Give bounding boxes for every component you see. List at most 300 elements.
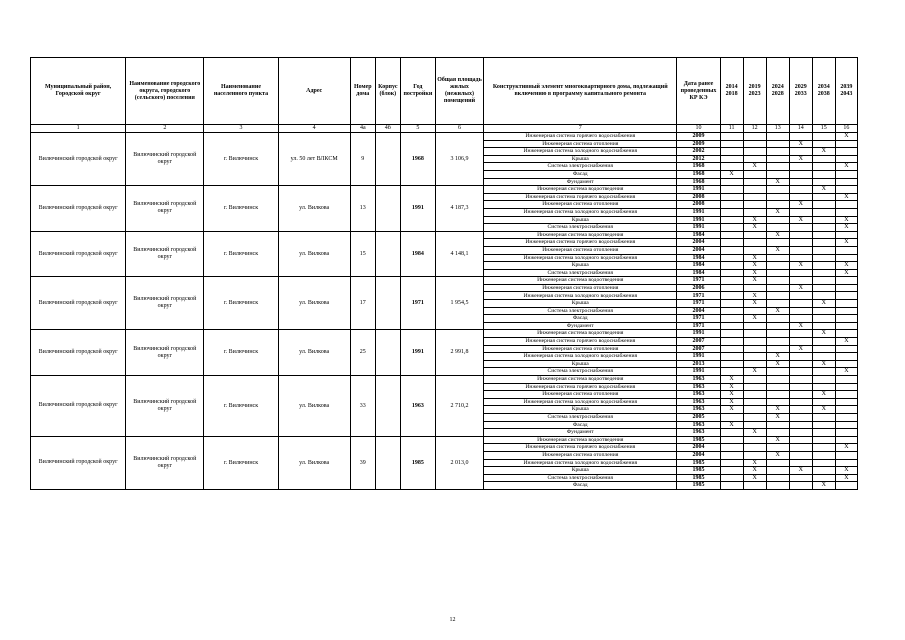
prev-repair-date-cell: 1968 [677,163,720,171]
period-mark-cell [720,413,743,421]
district-cell: Вилючинский городской округ [31,231,126,277]
period-mark-cell [766,170,789,178]
period-mark-cell [789,163,812,171]
prev-repair-date-cell: 2005 [677,413,720,421]
house-number-cell: 17 [350,277,375,330]
col-number: 12 [743,125,766,133]
period-mark-cell [789,353,812,361]
table-body [31,133,858,490]
header-area: Общая площадь жилых (нежилых) помещений [435,58,483,125]
period-mark-cell [812,239,835,247]
period-mark-cell [835,421,857,429]
period-mark-cell [812,307,835,315]
period-mark-cell: X [766,208,789,216]
period-mark-cell: X [743,277,766,285]
period-mark-cell [743,148,766,156]
header-locality: Наименование населенного пункта [204,58,278,125]
period-mark-cell [789,360,812,368]
period-mark-cell: X [743,269,766,277]
prev-repair-date-cell: 1963 [677,398,720,406]
period-mark-cell: X [789,262,812,270]
period-mark-cell [789,413,812,421]
prev-repair-date-cell: 1971 [677,322,720,330]
period-mark-cell [720,345,743,353]
period-mark-cell [812,201,835,209]
page-number: 12 [449,617,456,623]
period-mark-cell [789,482,812,490]
period-mark-cell [743,208,766,216]
prev-repair-date-cell: 2004 [677,246,720,254]
table-row [31,330,858,338]
prev-repair-date-cell: 2013 [677,360,720,368]
period-mark-cell [835,208,857,216]
area-cell: 2 991,8 [435,330,483,376]
element-name-cell: Инженерная система холодного водоснабжения [484,254,677,262]
area-cell: 3 106,9 [435,133,483,186]
locality-cell: г. Вилючинск [204,186,278,232]
header-period-2024: 2024 2028 [766,58,789,125]
element-name-cell: Крыша [484,262,677,270]
house-number-cell: 39 [350,436,375,489]
period-mark-cell [720,315,743,323]
prev-repair-date-cell: 1971 [677,315,720,323]
element-name-cell: Инженерная система водоотведения [484,231,677,239]
period-mark-cell [766,292,789,300]
period-mark-cell [766,284,789,292]
prev-repair-date-cell: 1963 [677,376,720,384]
period-mark-cell [720,155,743,163]
period-mark-cell [720,474,743,482]
element-name-cell: Инженерная система отопления [484,391,677,399]
year-cell: 1991 [400,186,435,232]
corpus-cell [375,186,400,232]
year-cell: 1963 [400,376,435,437]
period-mark-cell: X [743,474,766,482]
header-element: Конструктивный элемент многоквартирного дома, подлежащий включению в программу капитального ремонта [484,58,677,125]
period-mark-cell [720,231,743,239]
period-mark-cell [835,292,857,300]
settlement-cell: Вилючинский городской округ [126,436,204,489]
col-number: 4б [375,125,400,133]
col-number: 13 [766,125,789,133]
period-mark-cell [720,307,743,315]
period-mark-cell [720,300,743,308]
prev-repair-date-cell: 1971 [677,277,720,285]
period-mark-cell [812,246,835,254]
prev-repair-date-cell: 2004 [677,239,720,247]
corpus-cell [375,133,400,186]
period-mark-cell [835,353,857,361]
period-mark-cell [789,239,812,247]
element-name-cell: Инженерная система водоотведения [484,186,677,194]
period-mark-cell [720,133,743,141]
period-mark-cell: X [812,300,835,308]
period-mark-cell [812,133,835,141]
period-mark-cell [789,224,812,232]
period-mark-cell [812,163,835,171]
period-mark-cell [812,451,835,459]
period-mark-cell: X [789,345,812,353]
period-mark-cell [789,231,812,239]
prev-repair-date-cell: 1991 [677,330,720,338]
period-mark-cell [812,315,835,323]
street-cell: ул. Вилкова [278,330,350,376]
period-mark-cell [789,398,812,406]
period-mark-cell [789,368,812,376]
element-name-cell: Крыша [484,406,677,414]
prev-repair-date-cell: 1991 [677,224,720,232]
prev-repair-date-cell: 1971 [677,292,720,300]
col-number: 4 [278,125,350,133]
period-mark-cell: X [720,421,743,429]
element-name-cell: Фундамент [484,322,677,330]
period-mark-cell [766,163,789,171]
period-mark-cell [789,376,812,384]
period-mark-cell [743,178,766,186]
element-name-cell: Крыша [484,300,677,308]
district-cell: Вилючинский городской округ [31,330,126,376]
prev-repair-date-cell: 1984 [677,254,720,262]
period-mark-cell [789,459,812,467]
prev-repair-date-cell: 1963 [677,391,720,399]
period-mark-cell [812,254,835,262]
period-mark-cell [789,254,812,262]
period-mark-cell [766,444,789,452]
period-mark-cell: X [743,262,766,270]
period-mark-cell [789,277,812,285]
period-mark-cell [720,429,743,437]
period-mark-cell [766,376,789,384]
period-mark-cell [835,246,857,254]
period-mark-cell: X [812,186,835,194]
period-mark-cell [835,155,857,163]
period-mark-cell: X [835,239,857,247]
period-mark-cell: X [835,193,857,201]
period-mark-cell [835,322,857,330]
period-mark-cell: X [789,216,812,224]
prev-repair-date-cell: 1963 [677,421,720,429]
period-mark-cell [720,216,743,224]
header-house-number: Номер дома [350,58,375,125]
period-mark-cell: X [720,391,743,399]
period-mark-cell [720,284,743,292]
period-mark-cell [835,345,857,353]
period-mark-cell [720,436,743,444]
period-mark-cell [720,444,743,452]
period-mark-cell [835,406,857,414]
period-mark-cell [766,330,789,338]
settlement-cell: Вилючинский городской округ [126,133,204,186]
locality-cell: г. Вилючинск [204,133,278,186]
period-mark-cell [720,193,743,201]
element-name-cell: Инженерная система горячего водоснабжения [484,193,677,201]
period-mark-cell: X [812,360,835,368]
locality-cell: г. Вилючинск [204,436,278,489]
period-mark-cell [720,178,743,186]
header-period-2019: 2019 2023 [743,58,766,125]
prev-repair-date-cell: 2004 [677,307,720,315]
period-mark-cell: X [766,353,789,361]
prev-repair-date-cell: 1991 [677,368,720,376]
column-number-row [31,125,858,133]
period-mark-cell: X [720,398,743,406]
header-row [31,58,858,125]
period-mark-cell [789,148,812,156]
period-mark-cell [766,383,789,391]
period-mark-cell: X [743,368,766,376]
period-mark-cell [720,353,743,361]
street-cell: ул. 50 лет ВЛКСМ [278,133,350,186]
period-mark-cell [720,322,743,330]
area-cell: 2 710,2 [435,376,483,437]
period-mark-cell [743,436,766,444]
period-mark-cell [835,360,857,368]
period-mark-cell [743,451,766,459]
document-page [30,57,858,490]
element-name-cell: Крыша [484,216,677,224]
period-mark-cell [835,277,857,285]
period-mark-cell [812,208,835,216]
period-mark-cell [766,216,789,224]
period-mark-cell [720,163,743,171]
district-cell: Вилючинский городской округ [31,376,126,437]
period-mark-cell [766,277,789,285]
prev-repair-date-cell: 1963 [677,406,720,414]
period-mark-cell [812,193,835,201]
prev-repair-date-cell: 1968 [677,178,720,186]
period-mark-cell [835,170,857,178]
period-mark-cell [835,482,857,490]
street-cell: ул. Вилкова [278,436,350,489]
period-mark-cell: X [743,292,766,300]
period-mark-cell [789,444,812,452]
element-name-cell: Система электроснабжения [484,224,677,232]
period-mark-cell [789,300,812,308]
period-mark-cell [789,186,812,194]
period-mark-cell: X [743,216,766,224]
element-name-cell: Инженерная система отопления [484,451,677,459]
period-mark-cell [812,224,835,232]
period-mark-cell [720,482,743,490]
period-mark-cell [789,307,812,315]
period-mark-cell [766,391,789,399]
period-mark-cell: X [766,436,789,444]
period-mark-cell [720,148,743,156]
period-mark-cell: X [835,133,857,141]
period-mark-cell: X [789,322,812,330]
prev-repair-date-cell: 1985 [677,474,720,482]
element-name-cell: Инженерная система горячего водоснабжения [484,338,677,346]
period-mark-cell [720,140,743,148]
element-name-cell: Инженерная система холодного водоснабжения [484,148,677,156]
house-number-cell: 13 [350,186,375,232]
period-mark-cell [789,133,812,141]
period-mark-cell [789,246,812,254]
period-mark-cell [812,338,835,346]
element-name-cell: Система электроснабжения [484,269,677,277]
period-mark-cell: X [720,170,743,178]
period-mark-cell [766,467,789,475]
period-mark-cell [812,436,835,444]
table-row [31,231,858,239]
period-mark-cell [812,155,835,163]
table-row [31,436,858,444]
year-cell: 1971 [400,277,435,330]
element-name-cell: Инженерная система отопления [484,140,677,148]
col-number: 5 [400,125,435,133]
period-mark-cell [766,148,789,156]
element-name-cell: Инженерная система холодного водоснабжения [484,208,677,216]
element-name-cell: Инженерная система отопления [484,246,677,254]
period-mark-cell [743,322,766,330]
period-mark-cell [720,368,743,376]
element-name-cell: Инженерная система водоотведения [484,330,677,338]
prev-repair-date-cell: 1985 [677,459,720,467]
header-prev-repair-date: Дата ранее проведенных КР КЭ [677,58,720,125]
period-mark-cell [835,140,857,148]
period-mark-cell [812,140,835,148]
prev-repair-date-cell: 1985 [677,482,720,490]
period-mark-cell [720,239,743,247]
period-mark-cell [743,186,766,194]
col-number: 16 [835,125,857,133]
prev-repair-date-cell: 1991 [677,208,720,216]
period-mark-cell: X [789,467,812,475]
period-mark-cell [720,467,743,475]
period-mark-cell: X [720,376,743,384]
period-mark-cell [789,383,812,391]
period-mark-cell: X [743,163,766,171]
period-mark-cell: X [743,254,766,262]
period-mark-cell [766,201,789,209]
period-mark-cell [720,292,743,300]
corpus-cell [375,231,400,277]
period-mark-cell [835,254,857,262]
prev-repair-date-cell: 2007 [677,338,720,346]
col-number: 15 [812,125,835,133]
element-name-cell: Инженерная система холодного водоснабжения [484,398,677,406]
period-mark-cell [743,444,766,452]
prev-repair-date-cell: 1984 [677,262,720,270]
period-mark-cell: X [835,467,857,475]
element-name-cell: Система электроснабжения [484,368,677,376]
prev-repair-date-cell: 1968 [677,170,720,178]
locality-cell: г. Вилючинск [204,376,278,437]
period-mark-cell [812,459,835,467]
period-mark-cell [720,277,743,285]
period-mark-cell [835,413,857,421]
period-mark-cell [835,186,857,194]
house-number-cell: 15 [350,231,375,277]
period-mark-cell [766,269,789,277]
settlement-cell: Вилючинский городской округ [126,277,204,330]
prev-repair-date-cell: 2004 [677,451,720,459]
period-mark-cell [743,376,766,384]
period-mark-cell [789,474,812,482]
period-mark-cell [743,170,766,178]
period-mark-cell [743,284,766,292]
period-mark-cell [766,239,789,247]
period-mark-cell [835,201,857,209]
period-mark-cell: X [766,246,789,254]
period-mark-cell: X [835,216,857,224]
period-mark-cell [720,360,743,368]
period-mark-cell [835,398,857,406]
period-mark-cell: X [766,307,789,315]
district-cell: Вилючинский городской округ [31,277,126,330]
period-mark-cell: X [835,269,857,277]
district-cell: Вилючинский городской округ [31,436,126,489]
period-mark-cell: X [835,474,857,482]
prev-repair-date-cell: 2012 [677,155,720,163]
prev-repair-date-cell: 1985 [677,436,720,444]
period-mark-cell [789,330,812,338]
period-mark-cell [743,406,766,414]
corpus-cell [375,277,400,330]
element-name-cell: Инженерная система отопления [484,345,677,353]
table-row [31,376,858,384]
element-name-cell: Система электроснабжения [484,474,677,482]
element-name-cell: Крыша [484,155,677,163]
element-name-cell: Инженерная система холодного водоснабжения [484,459,677,467]
locality-cell: г. Вилючинск [204,231,278,277]
period-mark-cell [743,246,766,254]
prev-repair-date-cell: 1985 [677,467,720,475]
period-mark-cell [835,429,857,437]
period-mark-cell [835,307,857,315]
period-mark-cell: X [835,338,857,346]
period-mark-cell [835,178,857,186]
period-mark-cell: X [812,406,835,414]
prev-repair-date-cell: 2009 [677,133,720,141]
period-mark-cell: X [743,459,766,467]
period-mark-cell [743,360,766,368]
period-mark-cell [720,224,743,232]
street-cell: ул. Вилкова [278,231,350,277]
period-mark-cell [743,330,766,338]
period-mark-cell [766,338,789,346]
period-mark-cell: X [835,368,857,376]
period-mark-cell: X [766,178,789,186]
element-name-cell: Инженерная система холодного водоснабжения [484,292,677,300]
year-cell: 1985 [400,436,435,489]
prev-repair-date-cell: 1963 [677,383,720,391]
settlement-cell: Вилючинский городской округ [126,186,204,232]
area-cell: 4 148,1 [435,231,483,277]
period-mark-cell [835,459,857,467]
period-mark-cell [743,201,766,209]
year-cell: 1991 [400,330,435,376]
prev-repair-date-cell: 2004 [677,444,720,452]
period-mark-cell [720,262,743,270]
period-mark-cell [720,246,743,254]
period-mark-cell [789,292,812,300]
period-mark-cell: X [743,224,766,232]
element-name-cell: Фасад [484,421,677,429]
element-name-cell: Инженерная система холодного водоснабжения [484,353,677,361]
period-mark-cell [720,254,743,262]
header-address: Адрес [278,58,350,125]
period-mark-cell [766,140,789,148]
period-mark-cell [812,284,835,292]
element-name-cell: Крыша [484,360,677,368]
period-mark-cell [812,292,835,300]
col-number: 3 [204,125,278,133]
period-mark-cell [743,383,766,391]
period-mark-cell [835,284,857,292]
period-mark-cell: X [766,406,789,414]
period-mark-cell [835,383,857,391]
